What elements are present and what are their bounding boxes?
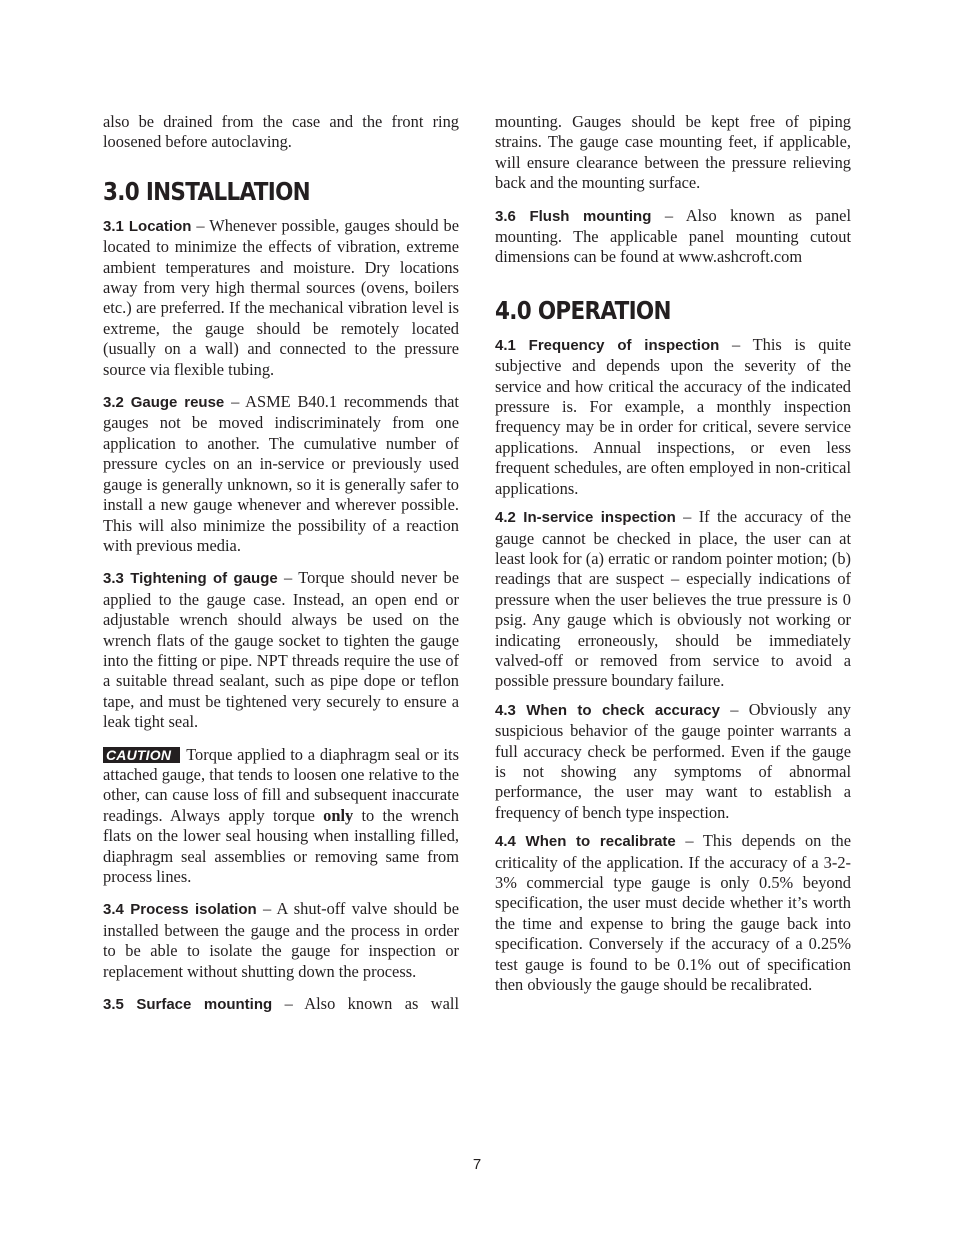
surface-mounting-paragraph [103,994,459,1015]
tightening-text: – Torque should never be applied to the gauge case. Instead, an open end or adjustable wrench should always be used on the wrench flats of the gauge socket to tighten the gauge into the fitting or pipe. NPT threads require the use of a suitable thread sealant, such as pipe dope or teflon tape, and must be tightened very securely to ensure a leak tight seal. [103,568,460,732]
tightening-title: 3.3 Tightening of gauge [103,570,278,588]
location-paragraph [103,216,459,380]
left-column [103,112,459,1015]
in-service-paragraph [495,507,851,692]
check-accuracy-text: – Obviously any suspicious behavior of the gauge pointer warrants a full accuracy check be performed. Even if the gauge is not showing any symptoms of abnormal performance, the user may want to establish a frequency of bench type inspection. [495,699,851,822]
gauge-reuse-paragraph [103,392,459,556]
flush-mounting-text: – Also known as panel mounting. The applicable panel mounting cutout dimensions can be found at www.ashcroft.com [495,205,852,267]
flush-mounting-paragraph [495,206,851,268]
recalibrate-paragraph [495,831,851,995]
caution-text-before: Torque applied to a diaphragm seal or its attached gauge, that tends to loosen one relative to the other, can cause loss of fill and subsequent inaccurate readings. Always apply torque [103,744,459,825]
frequency-text: – This is quite subjective and depends upon the severity of the service and how critical the accuracy of the indicated pressure is. For example, a monthly inspection frequency may be in order for critical, severe service applications. Annual inspections, or even less frequent schedules, are often employed in non-critical applications. [495,334,851,498]
in-service-text: – If the accuracy of the gauge cannot be checked in place, the user can at least look for (a) erratic or random pointer motion; (b) readings that are suspect – especially indications of pressure when the user believes the true pressure is 0 psig. Any gauge which is obviously not working or indicating erroneously, should be immediately valved-off or removed from service to avoid a possible pressure boundary failure. [495,507,851,691]
frequency-title: 4.1 Frequency of inspection [495,336,720,354]
frequency-paragraph [495,335,851,499]
page-number: 7 [472,1156,482,1173]
caution-badge: CAUTION [103,747,180,763]
in-service-title: 4.2 In-service inspection [495,509,676,527]
intro-paragraph: also be drained from the case and the front ring loosened before autoclaving. [103,112,459,152]
recalibrate-text: – This depends on the criticality of the application. If the accuracy of a 3-2-3% commercial type gauge is only 0.5% beyond specification, the user must decide whether it’s worth the time and expense to bring the gauge back into specification. Conversely if the accuracy of a 0.25% test gauge is found to be 0.1% out of specification then obviously the gauge should be recalibrated. [495,831,851,995]
process-isolation-title: 3.4 Process isolation [103,901,257,919]
surface-mounting-title: 3.5 Surface mounting [103,996,273,1014]
caution-emphasis: only [323,805,354,825]
process-isolation-paragraph [103,899,459,982]
process-isolation-text: – A shut-off valve should be installed between the gauge and the process in order to be able to isolate the gauge for inspection or replacement without shutting down the process. [103,899,459,981]
location-text: – Whenever possible, gauges should be located to minimize the effects of vibration, extreme ambient temperatures and moisture. Dry locations away from very high thermal sources (ovens, boilers etc.) are preferred. If the mechanical vibration level is extreme, the gauge should be remotely located (usually on a wall) and connected to the pressure source via flexible tubing. [103,215,459,379]
caution-paragraph [103,745,459,888]
surface-mounting-text: – Also known as wall [272,994,460,1014]
check-accuracy-title: 4.3 When to check accuracy [495,701,720,719]
installation-heading: 3.0 INSTALLATION [103,176,310,206]
flush-mounting-title: 3.6 Flush mounting [495,207,652,225]
right-column [495,112,851,995]
operation-heading: 4.0 OPERATION [495,295,671,325]
location-title: 3.1 Location [103,217,192,235]
tightening-paragraph [103,568,459,732]
caution-text-after: to the wrench flats on the lower seal housing when installing filled, diaphragm seal assemblies or removing same from process lines. [103,805,459,886]
check-accuracy-paragraph [495,700,851,823]
mounting-continued-paragraph: mounting. Gauges should be kept free of piping strains. The gauge case mounting feet, if applicable, will ensure clearance between the pressure relieving back and the mounting surface. [495,112,851,193]
gauge-reuse-title: 3.2 Gauge reuse [103,394,225,412]
recalibrate-title: 4.4 When to recalibrate [495,833,676,851]
gauge-reuse-text: – ASME B40.1 recommends that gauges not be moved indiscriminately from one application to another. The cumulative number of pressure cycles on an in-service or previously used gauge is generally unknown, so it is generally safer to install a new gauge whenever and wherever possible. This will also minimize the possibility of a reaction with previous media. [103,392,459,555]
